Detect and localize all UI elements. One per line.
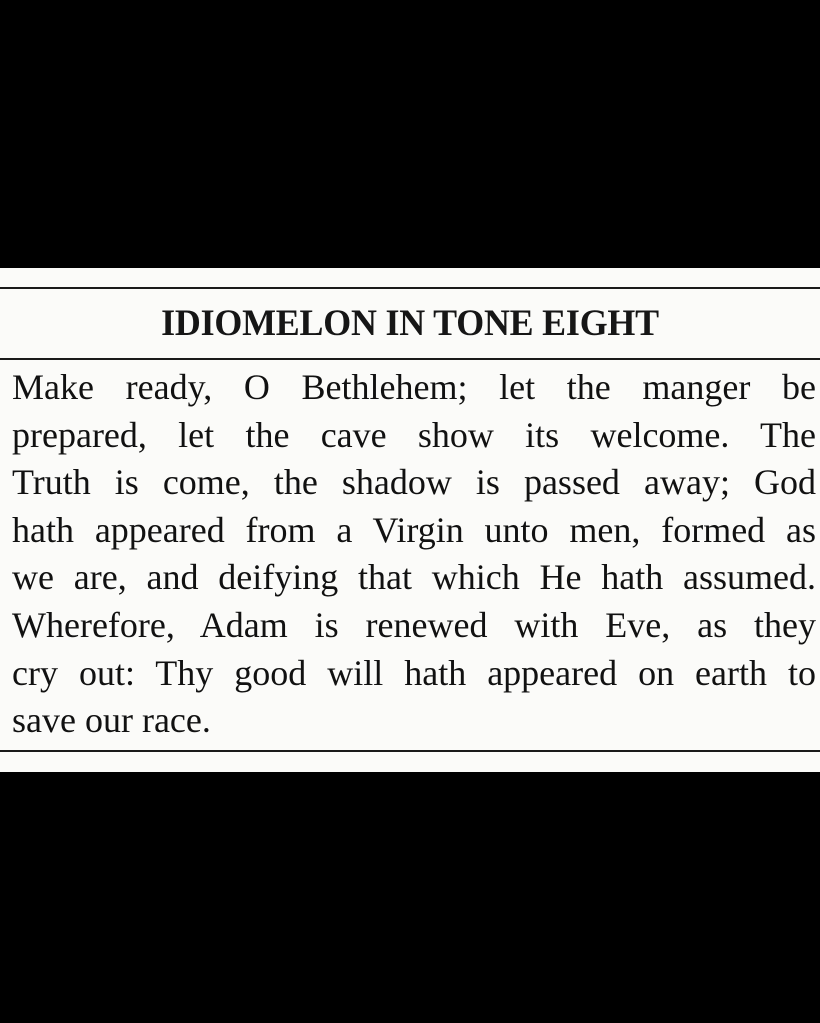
section-heading: IDIOMELON IN TONE EIGHT [161, 302, 659, 344]
text-line: Wherefore, Adam is renewed with Eve, as they [12, 604, 816, 645]
top-rule [0, 287, 820, 289]
text-line: save our race. [12, 700, 211, 741]
hymn-text [12, 364, 816, 745]
text-line: prepared, let the cave show its welcome. The [12, 414, 816, 455]
heading-rule [0, 358, 820, 360]
text-line: hath appeared from a Virgin unto men, formed as [12, 509, 816, 550]
text-line: cry out: Thy good will hath appeared on earth to [12, 652, 816, 693]
text-line: Truth is come, the shadow is passed away; God [12, 462, 816, 503]
page-excerpt [0, 268, 820, 772]
bottom-rule [0, 750, 820, 752]
text-line: we are, and deifying that which He hath assumed. [12, 557, 816, 598]
text-line: Make ready, O Bethlehem; let the manger be [12, 367, 816, 407]
